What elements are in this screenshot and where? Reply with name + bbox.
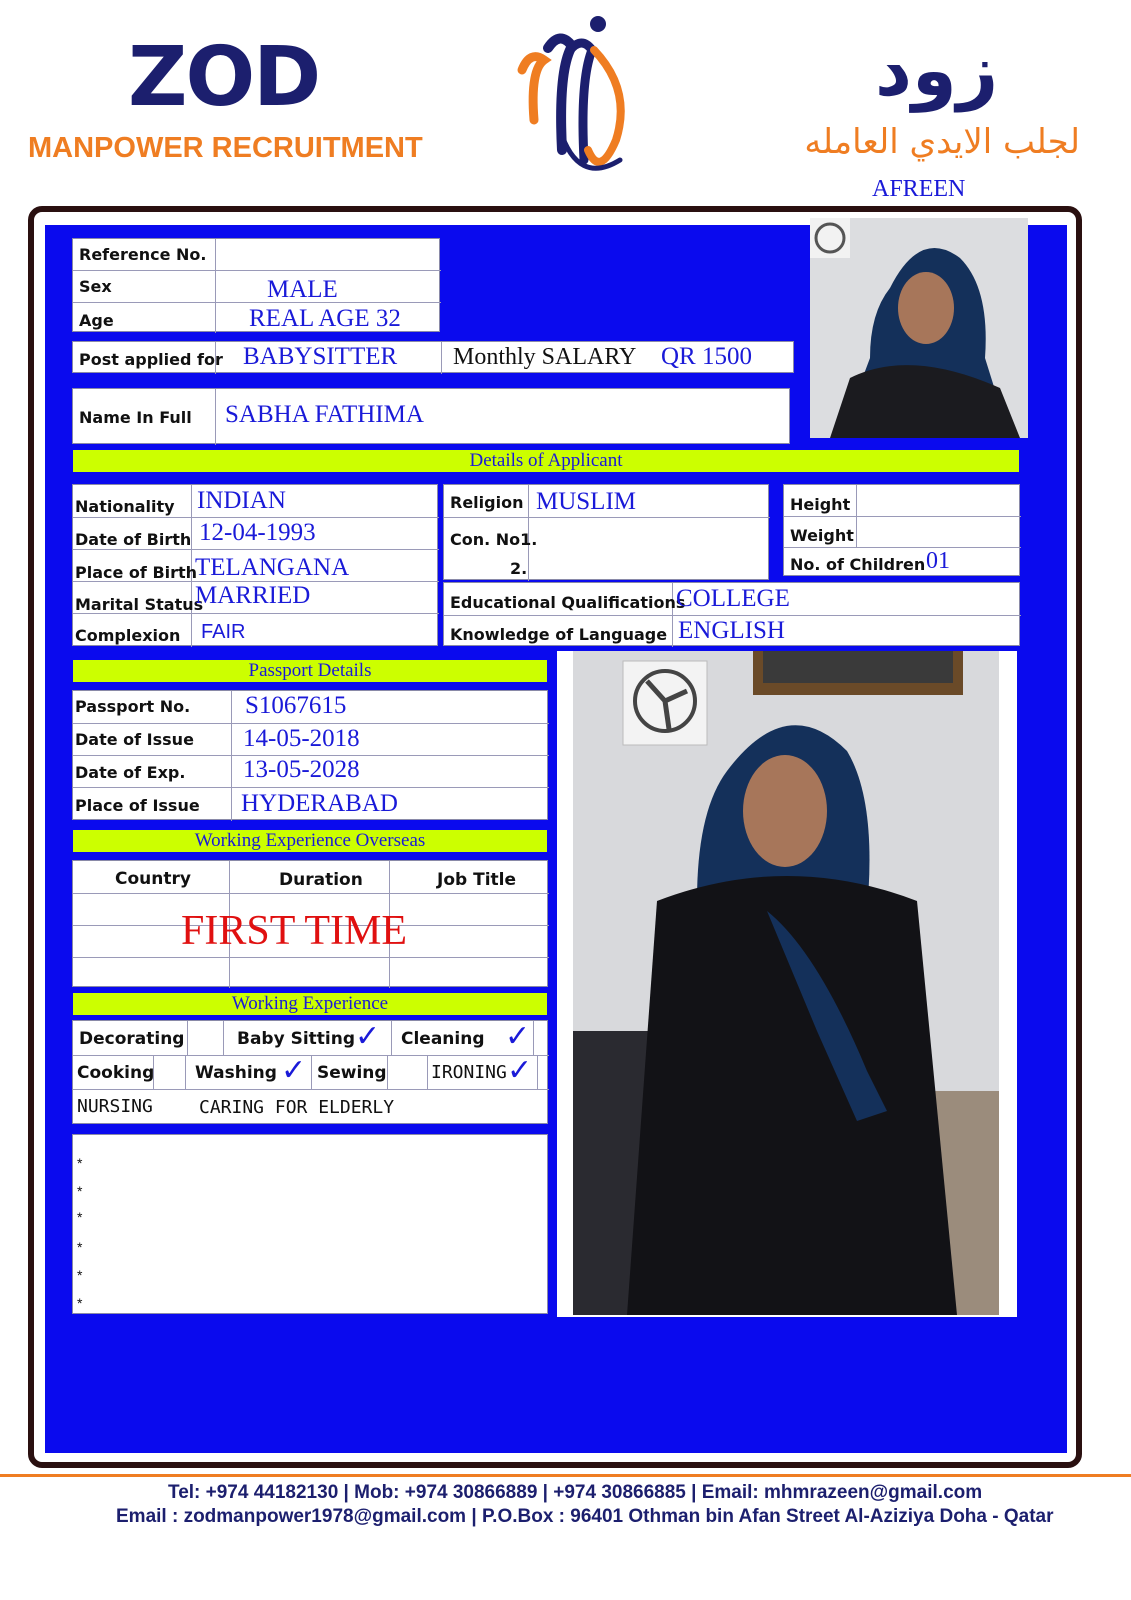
note-bullet: *: [77, 1183, 83, 1199]
country-column-header: Country: [115, 869, 191, 889]
experience-banner: Working Experience: [72, 992, 548, 1016]
religion-value: MUSLIM: [536, 488, 637, 515]
overseas-banner: Working Experience Overseas: [72, 829, 548, 853]
religion-box: [443, 484, 769, 580]
expiry-date-value: 13-05-2028: [243, 756, 360, 783]
note-bullet: *: [77, 1267, 83, 1283]
arabic-subtitle: لجلب الايدي العامله: [804, 122, 1080, 162]
footer-contact-line: Tel: +974 44182130 | Mob: +974 30866889 | +974 30866885 | Email: mhmrazeen@gmail.com: [168, 1482, 983, 1503]
issue-date-label: Date of Issue: [75, 730, 194, 749]
language-label: Knowledge of Language: [450, 625, 668, 644]
contact2-label: 2.: [510, 559, 528, 578]
note-bullet: *: [77, 1239, 83, 1255]
name-label: Name In Full: [79, 408, 192, 427]
marital-label: Marital Status: [75, 595, 204, 614]
post-label: Post applied for: [79, 350, 223, 369]
details-banner: Details of Applicant: [72, 449, 1020, 473]
weight-label: Weight: [790, 526, 854, 545]
basic-info-box: [72, 238, 440, 332]
duration-column-header: Duration: [279, 870, 363, 890]
physical-box: [783, 484, 1020, 576]
education-box: [443, 582, 1020, 646]
cleaning-check-icon: ✓: [505, 1019, 531, 1054]
issue-place-label: Place of Issue: [75, 796, 200, 815]
dob-value: 12-04-1993: [199, 519, 316, 546]
salary-label: Monthly SALARY: [453, 344, 637, 370]
skill-washing-label: Washing: [195, 1063, 277, 1083]
note-bullet: *: [77, 1209, 83, 1225]
passport-box: [72, 690, 548, 820]
washing-check-icon: ✓: [281, 1053, 307, 1088]
name-value: SABHA FATHIMA: [225, 401, 424, 428]
passport-number-label: Passport No.: [75, 697, 191, 716]
skill-ironing-label: IRONING: [431, 1062, 507, 1083]
children-value: 01: [926, 548, 950, 574]
dob-label: Date of Birth: [75, 530, 192, 549]
pob-label: Place of Birth: [75, 563, 198, 582]
company-logo-icon: [500, 10, 640, 182]
skill-nursing-label: NURSING: [77, 1096, 153, 1117]
age-label: Age: [79, 311, 114, 330]
notes-box: [72, 1134, 548, 1314]
arabic-logo-text: زود: [875, 28, 999, 112]
footer-divider: [0, 1474, 1131, 1477]
baby-sitting-check-icon: ✓: [355, 1019, 381, 1054]
religion-label: Religion: [450, 493, 524, 512]
skill-sewing-label: Sewing: [317, 1063, 387, 1083]
post-value: BABYSITTER: [243, 343, 398, 370]
note-bullet: *: [77, 1295, 83, 1311]
expiry-date-label: Date of Exp.: [75, 763, 186, 782]
sex-label: Sex: [79, 277, 112, 296]
applicant-portrait-photo: [810, 218, 1028, 438]
skill-cooking-label: Cooking: [77, 1063, 155, 1083]
education-label: Educational Qualifications: [450, 593, 686, 612]
issue-place-value: HYDERABAD: [241, 790, 398, 817]
name-row: [72, 388, 790, 444]
post-row: [72, 341, 794, 373]
language-value: ENGLISH: [678, 617, 785, 644]
footer-address-line: Email : zodmanpower1978@gmail.com | P.O.Box : 96401 Othman bin Afan Street Al-Aziziya Doha - Qatar: [116, 1506, 1054, 1527]
note-bullet: *: [77, 1155, 83, 1171]
passport-banner: Passport Details: [72, 659, 548, 683]
skill-cleaning-label: Cleaning: [401, 1029, 485, 1049]
first-time-stamp: FIRST TIME: [181, 908, 407, 954]
education-value: COLLEGE: [676, 585, 790, 612]
skill-baby-sitting-label: Baby Sitting: [237, 1029, 356, 1049]
sex-value: MALE: [267, 276, 338, 303]
nationality-label: Nationality: [75, 497, 175, 516]
personal-details-box: [72, 484, 438, 646]
agent-name: AFREEN: [872, 176, 966, 202]
issue-date-value: 14-05-2018: [243, 725, 360, 752]
company-logo-text: ZOD: [128, 30, 320, 125]
children-label: No. of Children: [790, 555, 926, 574]
marital-value: MARRIED: [195, 582, 311, 609]
job-title-column-header: Job Title: [437, 870, 516, 890]
nationality-value: INDIAN: [197, 487, 286, 514]
complexion-value: FAIR: [201, 621, 246, 643]
salary-value: QR 1500: [661, 343, 752, 370]
pob-value: TELANGANA: [195, 554, 350, 581]
company-subtitle: MANPOWER RECRUITMENT: [28, 132, 423, 164]
applicant-full-photo: [557, 651, 1017, 1317]
reference-label: Reference No.: [79, 245, 207, 264]
ironing-check-icon: ✓: [507, 1053, 533, 1088]
passport-number-value: S1067615: [245, 692, 347, 719]
overseas-table: [72, 860, 548, 987]
skills-table: [72, 1020, 548, 1124]
skill-caring-label: CARING FOR ELDERLY: [199, 1097, 395, 1118]
height-label: Height: [790, 495, 851, 514]
skill-decorating-label: Decorating: [79, 1029, 185, 1049]
complexion-label: Complexion: [75, 626, 181, 645]
contact1-label: Con. No1.: [450, 530, 538, 549]
age-value: REAL AGE 32: [249, 305, 401, 332]
